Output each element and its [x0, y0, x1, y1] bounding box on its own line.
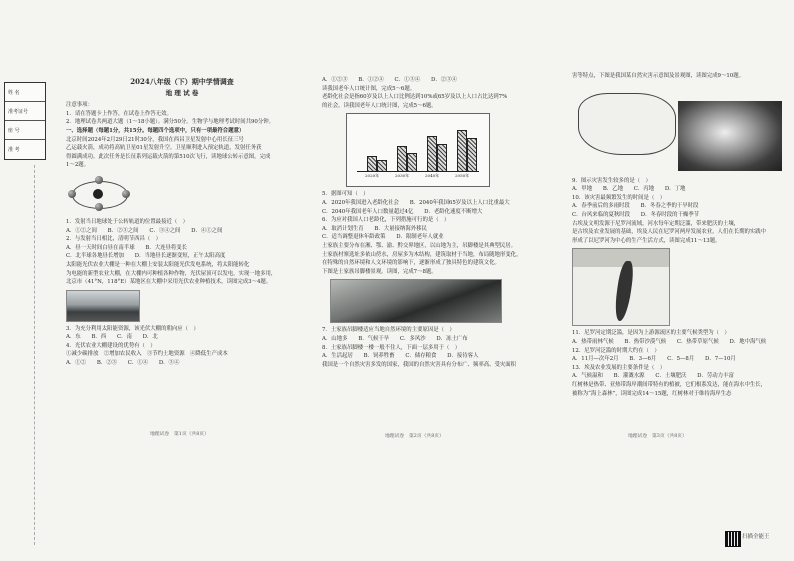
question: 3．为充分利用太阳能资源，该光伏大棚的朝向应（ ）	[66, 325, 199, 332]
options: A．气候温和 B．灌溉水源 C．土壤肥沃 D．劳动力丰富	[572, 373, 734, 380]
question: 8．土家族吊脚楼一楼一般不住人，下面一层多用于（ ）	[322, 344, 461, 351]
page-3-column	[572, 72, 786, 398]
question: 7．土家族吊脚楼适应当地自然环境的主要原因是（ ）	[322, 327, 455, 334]
text-line: 乙运载火箭，成功将高轨卫星01星发射升空。卫星顺利进入预定轨道，发射任务获	[66, 145, 262, 152]
page-footer: 地理试卷 第2页（共8页）	[385, 434, 444, 439]
chart-bar	[457, 130, 467, 172]
options: C．台风来临的夏秋时段 D．冬春时段的干燥季节	[572, 211, 700, 218]
chart-bar	[397, 146, 407, 172]
text-line: 1～2题。	[66, 162, 90, 169]
text-line: 下图是土家族吊脚楼景观。读图，完成7～8题。	[322, 268, 437, 275]
text-line: 的社会，读我国老年人口统计图，完成5～6题。	[322, 102, 437, 109]
earth-icon	[122, 190, 130, 198]
chart-bar	[407, 153, 417, 172]
text-line: 土家族村寨选址多依山傍水，房屋多为木结构，建筑取材于当地，布局随地形变化，	[322, 251, 522, 258]
options: A．生活起居 B．饲养牲畜 C．储存粮食 D．接待客人	[322, 353, 479, 360]
question: 2．与发射当日相比，清明节西昌（ ）	[66, 236, 162, 243]
text-line: 是古埃及农业发展的基础，埃及人民在尼罗河两岸发展农业，人们在长期的实践中	[572, 229, 767, 236]
options: A．山地多 B．气候干旱 C．多风沙 D．冻土广布	[322, 335, 468, 342]
info-cell: 准考证号	[5, 102, 45, 121]
exam-subject: 地 理 试 卷	[165, 88, 199, 97]
scanner-watermark: 扫描全能王	[742, 534, 770, 540]
text-line: 北京时间2024年2月29日21时30分，我国在西昌卫星发射中心用长征三号	[66, 136, 244, 143]
page-2-column	[322, 76, 562, 369]
options: A．昼一天时间白昼在南半球 B．大连昼将变长	[66, 244, 188, 251]
text-line: 老龄化社会是指60岁及以上人口比例达到10%或65岁及以上人口占比达到7%	[322, 94, 508, 101]
text-line: 害等特点，下图是我国某自然灾害示意图及景观图，读图完成9～10题。	[572, 73, 745, 79]
earth-icon	[95, 176, 103, 184]
text-line: 为电能的新型农业大棚，在大棚内可种植各种作物，光伏屋顶可以发电，实现一地多用，	[66, 270, 277, 277]
question: 9．图示灾害发生较多的是（ ）	[572, 177, 651, 184]
chart-bar	[437, 144, 447, 172]
chart-bar	[377, 160, 387, 172]
text-line: 北京市（41°N，118°E）某地区在大棚中采用光伏农业种植技术，读图完成3～4题。	[66, 279, 272, 286]
options: A．①② B．②③ C．①④ D．③④	[66, 360, 180, 367]
text-line: 得圆满成功。此次任务是长征系列运载火箭的第510次飞行，读地球公转示意图，完成	[66, 153, 271, 160]
nile-river-map	[572, 248, 670, 326]
tornado-photo	[678, 101, 782, 171]
chart-bar	[467, 138, 477, 172]
options: A．热带雨林气候 B．热带沙漠气候 C．热带草原气候 D．地中海气候	[572, 338, 767, 345]
question: 10．该灾害最频繁发生的时间是（ ）	[572, 194, 666, 201]
question: 11．尼罗河定期泛滥，是因为上游源流区的主要气候类型为（ ）	[572, 330, 730, 337]
question: 5．据图可知（ ）	[322, 191, 369, 198]
options: C．2040年我国老年人口数量超过4亿 D．老龄化速度不断增大	[322, 208, 483, 215]
text-line: 形成了以尼罗河为中心的生产生活方式，读图完成11～13题。	[572, 237, 721, 244]
earth-orbit-diagram	[66, 173, 134, 215]
options: A．甲地 B．乙地 C．丙地 D．丁地	[572, 186, 686, 193]
info-cell: 准 考	[8, 147, 20, 153]
text-line: 土家族主要分布在湘、鄂、渝、黔交界地区，以山地为主，吊脚楼是其典型民居。	[322, 242, 517, 249]
qr-code-icon	[725, 531, 741, 547]
binding-line	[34, 165, 36, 545]
options: A．11月—次年2月 B．3—6月 C．5—8月 D．7—10月	[572, 356, 736, 363]
info-cell: 姓 名	[5, 83, 45, 102]
options: A．2020年我国进入老龄化社会 B．2040年我国65岁及以上人口比重最大	[322, 199, 510, 206]
text-line: 1．请在答题卡上作答，在试卷上作答无效。	[66, 110, 172, 117]
text-line: 被称为“海上森林”，读图完成14～15题，红树林对于维持海岸生态	[572, 390, 732, 397]
text-line: 注意事项：	[66, 102, 93, 109]
page-1-column	[66, 76, 298, 368]
options: A．东 B．西 C．南 D．北	[66, 334, 158, 341]
elderly-population-chart	[346, 113, 490, 187]
disaster-figure-row	[572, 81, 786, 177]
question: 4．光伏农业大棚建设的优势有（ ）	[66, 342, 156, 349]
options: A．①②③ B．①②④ C．①③④ D．②③④	[322, 77, 457, 83]
question: 12．尼罗河泛滥的时期大约在（ ）	[572, 347, 660, 354]
exam-title: 2024八年级（下）期中学情调查	[130, 77, 234, 86]
section-heading: 一、选择题（每题1分，共15分。每题四个选项中，只有一项最符合题意）	[66, 127, 245, 134]
chart-x-label: 2040年	[425, 172, 440, 178]
chart-bar	[427, 136, 437, 172]
text-line: 红树林是热带、亚热带海岸潮间带特有的植被，它们根系发达，能在海水中生长，	[572, 381, 767, 388]
question: 13．埃及农业发展的主要条件是（ ）	[572, 364, 666, 371]
options: A．春季前后的多雨时段 B．冬春之季的干旱时段	[572, 203, 699, 210]
text-line: 在特殊的自然环境和人文环境的影响下，逐渐形成了独具特色的建筑文化。	[322, 260, 500, 267]
options: ①减少碳排放 ②增加农民收入 ③节约土地资源 ④降低生产成本	[66, 351, 228, 358]
info-cell: 座 号	[5, 121, 45, 140]
text-line: 2．地理试卷共两道大题（1～18小题）。满分50分。生物学与地理考试时间共90分钟。	[66, 119, 275, 126]
question: 6．为应对我国人口老龄化，下列措施可行的是（ ）	[322, 217, 450, 224]
stilted-house-photo	[330, 279, 502, 323]
student-info-box	[4, 82, 46, 160]
options: A．①②之间 B．②③之间 C．③④之间 D．④①之间	[66, 227, 223, 234]
mediterranean-sea	[573, 249, 669, 267]
options: C．适当调整退休年龄政策 D．限制老年人就业	[322, 234, 444, 241]
text-line: 我国是一个自然灾害多发的国家，我国的自然灾害具有分布广、频率高、受灾面积	[322, 361, 517, 368]
text-line: 读我国老年人口统计图，完成5～6题。	[322, 85, 416, 92]
question: 1．发射当日地球处于公转轨道的位置最接近（ ）	[66, 218, 189, 225]
chart-x-label: 2030年	[395, 172, 410, 178]
text-line: 古埃及文明发源于尼罗河流域，河水每年定期泛滥，带来肥沃的土壤，	[572, 220, 740, 227]
chart-x-label: 2020年	[365, 172, 380, 178]
sun-icon	[93, 189, 103, 199]
options: C．北半球各地昼长增加 D．当地昼长逐渐变短，正午太阳高度	[66, 253, 226, 260]
page-footer: 地理试卷 第1页（共8页）	[150, 432, 209, 437]
nile-delta	[613, 261, 635, 321]
china-map	[572, 87, 682, 161]
earth-icon	[95, 203, 103, 211]
china-outline	[578, 93, 676, 155]
options: A．取消计划生育 B．大量接纳海外移民	[322, 225, 427, 232]
page-footer: 地理试卷 第3页（共8页）	[628, 434, 687, 439]
solar-greenhouse-photo	[66, 290, 140, 322]
text-line: 太阳能光伏农业大棚是一种在大棚上安装太阳能光伏发电系统，将太阳能转化	[66, 261, 250, 268]
chart-bar	[367, 156, 377, 172]
earth-icon	[68, 190, 76, 198]
chart-x-label: 2050年	[455, 172, 470, 178]
